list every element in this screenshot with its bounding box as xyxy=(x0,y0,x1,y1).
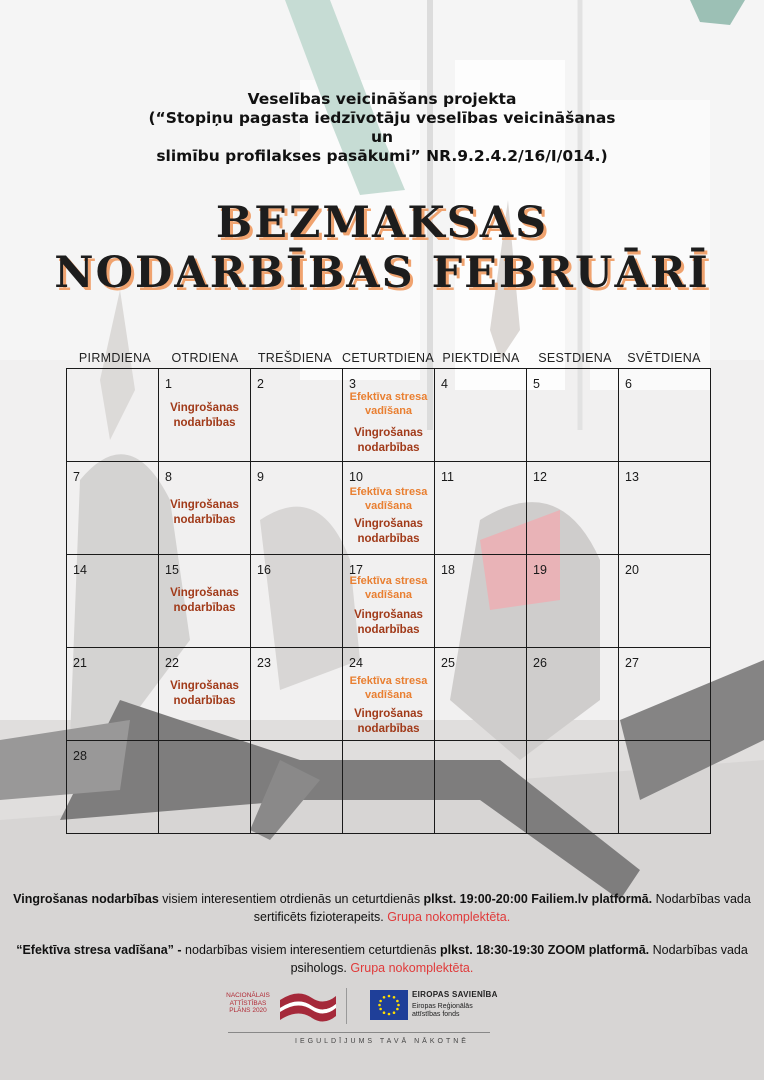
calendar-day xyxy=(159,462,251,555)
day-number: 18 xyxy=(441,563,455,577)
calendar-day xyxy=(251,741,343,834)
sponsor-logos xyxy=(0,986,764,1046)
weekday-header: CETURTDIENA xyxy=(342,351,434,365)
stress-info-title: “Efektīva stresa vadīšana” - xyxy=(16,943,182,957)
stress-event: Efektīva stresa vadīšana xyxy=(349,675,428,701)
day-number: 20 xyxy=(625,563,639,577)
stress-info-text: nodarbības visiem interesentiem ceturtdienās xyxy=(181,943,441,957)
calendar-day xyxy=(435,369,527,462)
day-number: 17 xyxy=(349,563,363,577)
weekday-header: SESTDIENA xyxy=(538,351,612,365)
calendar-day xyxy=(159,555,251,648)
stress-info-lead: Nodarbības vada psihologs. xyxy=(290,943,748,975)
stress-event: Efektīva stresa vadīšana xyxy=(349,575,428,601)
gym-info-text: visiem interesentiem otrdienās un ceturtdienās xyxy=(158,892,424,906)
day-number: 15 xyxy=(165,563,179,577)
day-number: 2 xyxy=(257,377,264,391)
day-number: 16 xyxy=(257,563,271,577)
logo-divider xyxy=(346,988,347,1024)
calendar-day xyxy=(251,462,343,555)
day-number: 7 xyxy=(73,470,80,484)
calendar-day xyxy=(343,369,435,462)
calendar-day xyxy=(159,648,251,741)
day-number: 13 xyxy=(625,470,639,484)
calendar-day xyxy=(159,741,251,834)
day-number: 27 xyxy=(625,656,639,670)
day-number: 5 xyxy=(533,377,540,391)
calendar-day xyxy=(619,741,711,834)
calendar-day xyxy=(67,555,159,648)
calendar-day xyxy=(343,648,435,741)
day-number: 21 xyxy=(73,656,87,670)
gym-info-lead: Nodarbības vada sertificēts fizioterapeits. xyxy=(253,892,751,924)
day-number: 4 xyxy=(441,377,448,391)
calendar-day xyxy=(67,369,159,462)
latvia-flag-icon xyxy=(278,990,338,1024)
header-line-1: Veselības veicināšans projekta xyxy=(247,90,517,108)
gym-event: Vingrošanas nodarbības xyxy=(170,587,239,614)
weekday-header: OTRDIENA xyxy=(171,351,239,365)
day-number: 11 xyxy=(441,470,454,484)
title-line-1: BEZMAKSAS xyxy=(215,198,549,248)
gym-event: Vingrošanas nodarbības xyxy=(354,518,423,545)
weekday-header: SVĒTDIENA xyxy=(627,351,701,365)
day-number: 14 xyxy=(73,563,87,577)
header-line-3: un xyxy=(370,128,394,146)
gym-event: Vingrošanas nodarbības xyxy=(170,680,239,707)
gym-event: Vingrošanas nodarbības xyxy=(170,402,239,429)
stress-event: Efektīva stresa vadīšana xyxy=(349,486,428,512)
calendar-day xyxy=(527,369,619,462)
day-number: 1 xyxy=(165,377,172,391)
weekday-header: PIRMDIENA xyxy=(78,351,152,365)
calendar-day xyxy=(435,555,527,648)
day-number: 22 xyxy=(165,656,179,670)
calendar-day xyxy=(435,648,527,741)
nap-logo-text: NACIONĀLAIS ATTĪSTĪBAS PLĀNS 2020 xyxy=(226,992,270,1014)
calendar-day xyxy=(343,462,435,555)
day-number: 6 xyxy=(625,377,632,391)
project-header xyxy=(0,90,764,166)
stress-info-paragraph xyxy=(0,941,764,977)
eu-logo-text: EIROPAS SAVIENĪBA Eiropas Reģionālās attīstības fonds xyxy=(412,990,498,1018)
calendar-day xyxy=(435,462,527,555)
calendar-day xyxy=(527,555,619,648)
day-number: 26 xyxy=(533,656,547,670)
stress-info-time: plkst. 18:30-19:30 ZOOM platformā. xyxy=(440,943,650,957)
gym-event: Vingrošanas nodarbības xyxy=(170,499,239,526)
calendar-week xyxy=(67,555,711,648)
gym-info-time: plkst. 19:00-20:00 Failiem.lv platformā. xyxy=(423,892,653,906)
day-number: 28 xyxy=(73,749,87,763)
gym-info-title: Vingrošanas nodarbības xyxy=(13,892,159,906)
title-line-2: NODARBĪBAS FEBRUĀRĪ xyxy=(54,248,710,298)
day-number: 10 xyxy=(349,470,363,484)
day-number: 8 xyxy=(165,470,172,484)
weekday-header: PIEKTDIENA xyxy=(442,351,520,365)
calendar-grid xyxy=(66,368,711,834)
day-number: 23 xyxy=(257,656,271,670)
calendar-day xyxy=(619,555,711,648)
day-number: 25 xyxy=(441,656,455,670)
day-number: 3 xyxy=(349,377,356,391)
calendar-week xyxy=(67,648,711,741)
eu-flag-icon xyxy=(370,990,408,1020)
calendar-day xyxy=(67,462,159,555)
day-number: 24 xyxy=(349,656,363,670)
calendar-week xyxy=(67,462,711,555)
calendar-day xyxy=(343,741,435,834)
calendar-day xyxy=(251,555,343,648)
gym-event: Vingrošanas nodarbības xyxy=(354,609,423,636)
stress-info-status: Grupa nokomplektēta. xyxy=(350,961,474,975)
page-title xyxy=(0,198,764,298)
calendar-day xyxy=(527,741,619,834)
calendar-day xyxy=(527,648,619,741)
gym-event: Vingrošanas nodarbības xyxy=(354,708,423,735)
day-number: 9 xyxy=(257,470,264,484)
calendar-week xyxy=(67,741,711,834)
day-number: 12 xyxy=(533,470,547,484)
calendar-day xyxy=(251,648,343,741)
slogan-divider xyxy=(228,1032,490,1033)
day-number: 19 xyxy=(533,563,547,577)
header-line-2: (“Stopiņu pagasta iedzīvotāju veselības veicināšanas xyxy=(148,109,616,127)
gym-info-paragraph xyxy=(0,890,764,926)
header-line-4: slimību profilakses pasākumi” NR.9.2.4.2/16/I/014.) xyxy=(156,147,608,165)
calendar-day xyxy=(343,555,435,648)
calendar-day xyxy=(435,741,527,834)
calendar-day xyxy=(67,741,159,834)
calendar-day xyxy=(527,462,619,555)
calendar-day xyxy=(619,462,711,555)
calendar-day xyxy=(67,648,159,741)
calendar-day xyxy=(159,369,251,462)
calendar-day xyxy=(619,369,711,462)
calendar-day xyxy=(251,369,343,462)
weekday-header: TREŠDIENA xyxy=(257,351,333,365)
stress-event: Efektīva stresa vadīšana xyxy=(349,391,428,417)
calendar-week xyxy=(67,369,711,462)
calendar-day xyxy=(619,648,711,741)
gym-event: Vingrošanas nodarbības xyxy=(354,427,423,454)
gym-info-status: Grupa nokomplektēta. xyxy=(387,910,511,924)
slogan: IEGULDĪJUMS TAVĀ NĀKOTNĒ xyxy=(295,1038,469,1045)
